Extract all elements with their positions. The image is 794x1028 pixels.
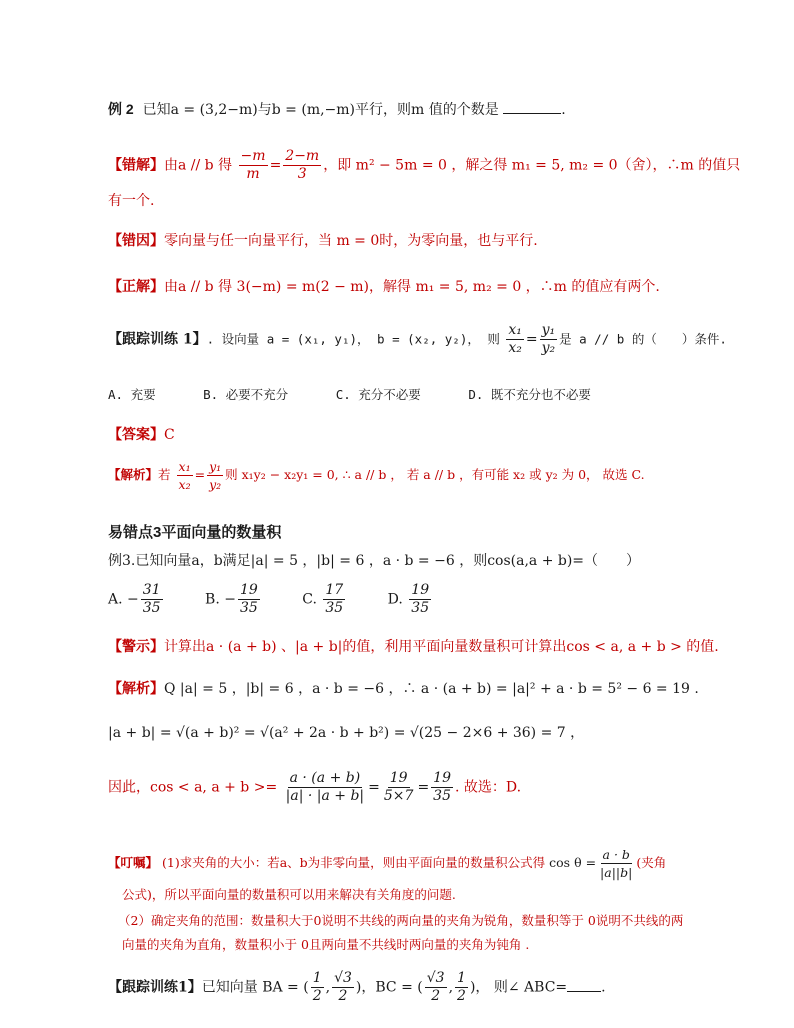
wrong-solution-line2: 有一个. (108, 193, 155, 209)
fraction (598, 846, 634, 881)
example-2 (108, 98, 694, 121)
numerator: −m (240, 148, 266, 164)
numerator: a · b (602, 847, 630, 862)
equals: = (525, 331, 538, 348)
fraction (239, 148, 268, 183)
analysis-post: 则 x₁y₂ − x₂y₁ = 0, ∴ a // b ， 若 a // b ，有可能 x₂ 或 y₂ 为 0， 故选 C. (225, 467, 645, 482)
reminder-tag: 【叮嘱】 (108, 855, 159, 870)
practice-pre: . 设向量 a = (x₁, y₁)， b = (x₂, y₂)， 则 (206, 331, 500, 347)
option-c: C. 充分不必要 (335, 387, 421, 402)
numerator: 19 (239, 582, 258, 598)
denominator: 2 (431, 988, 441, 1004)
denominator: |a| · |a + b| (285, 788, 365, 804)
stem-tail: . (561, 102, 566, 118)
formula-pre: cos θ = (549, 855, 597, 870)
numerator: 19 (433, 770, 451, 786)
fraction (323, 582, 345, 617)
numerator: √3 (334, 970, 352, 986)
fraction (540, 322, 558, 357)
correct-solution-tag: 【正解】 (108, 279, 164, 295)
fraction (455, 970, 468, 1005)
fraction (141, 582, 163, 617)
reminder-p2-line2: 向量的夹角为直角，数量积小于 0且两向量不共线时两向量的夹角为钝角 . (122, 937, 530, 952)
options-3 (108, 582, 694, 617)
numerator: 1 (312, 970, 322, 986)
numerator: a · (a + b) (289, 770, 361, 786)
option-sign: − (127, 591, 139, 608)
analysis-tag: 【解析】 (108, 681, 164, 697)
equals: = (194, 467, 206, 482)
answer-blank (503, 99, 561, 114)
denominator: 2 (457, 988, 466, 1004)
numerator: 17 (325, 582, 344, 598)
option-d (388, 582, 433, 617)
denominator: x₂ (178, 477, 191, 492)
reminder-p1 (108, 846, 694, 881)
numerator: √3 (426, 970, 445, 986)
reminder-p1-pre: (1)求夹角的大小：若a、b为非零向量，则由平面向量的数量积公式得 (162, 855, 546, 870)
comma: , (448, 979, 454, 996)
comma: , (325, 979, 331, 996)
analysis-line1: Q |a| = 5 ，|b| = 6 ，a · b = −6 ，∴ a · (a + b) = |a|² + a · b = 5² − 6 = 19 . (164, 681, 699, 697)
answer-value: C (164, 427, 175, 443)
denominator: 35 (433, 788, 451, 804)
denominator: 5×7 (383, 788, 414, 804)
numerator: x₁ (508, 322, 522, 338)
denominator: 35 (142, 600, 161, 616)
practice-post: )， 则∠ ABC= (469, 979, 568, 996)
numerator: y₁ (209, 459, 222, 474)
answer-blank (567, 979, 601, 992)
denominator: 3 (297, 166, 307, 182)
option-a: A. 充要 (108, 387, 156, 402)
practice-mid: )，BC = ( (355, 979, 423, 996)
denominator: m (246, 166, 260, 182)
numerator: 1 (457, 970, 466, 986)
fraction (177, 458, 193, 493)
wrong-solution-tag: 【错解】 (108, 157, 164, 174)
denominator: 35 (325, 600, 344, 616)
numerator: 19 (389, 770, 408, 786)
option-b (205, 582, 262, 617)
correct-solution-text: 由a // b 得 3(−m) = m(2 − m)，解得 m₁ = 5, m₂ = 0 ，∴m 的值应有两个. (164, 279, 660, 295)
denominator: 2 (312, 988, 322, 1004)
analysis-pre: 若 (158, 467, 171, 482)
fraction (431, 770, 453, 805)
numerator: 19 (411, 582, 430, 598)
analysis-3-line3 (108, 770, 694, 805)
denominator: 2 (338, 988, 348, 1004)
warning-tag: 【警示】 (108, 639, 164, 655)
warning-text: 计算出a · (a + b) 、|a + b|的值，利用平面向量数量积可计算出cos < a, a + b > 的值. (164, 639, 719, 655)
wrong-solution-mid: ，即 m² − 5m = 0 ，解之得 m₁ = 5, m₂ = 0（舍），∴m 的值只 (323, 157, 741, 174)
example-3: 例3.已知向量a，b满足|a| = 5 ，|b| = 6 ，a · b = −6 ，则cos(a,a + b)=（ ） (108, 553, 641, 569)
practice-1 (108, 322, 727, 357)
option-a (108, 582, 165, 617)
error-cause (108, 230, 694, 252)
fraction (207, 458, 223, 493)
analysis-line3-post: . 故选：D. (455, 779, 522, 796)
answer-tag: 【答案】 (108, 427, 164, 443)
practice-pre: 已知向量 BA = ( (201, 979, 309, 996)
fraction (238, 582, 260, 617)
example-stem: 已知a = (3,2−m)与b = (m,−m)平行，则m 值的个数是 (142, 102, 499, 118)
equals: = (269, 157, 282, 174)
numerator: x₁ (178, 459, 191, 474)
wrong-solution-pre: 由a // b 得 (164, 157, 233, 174)
denominator: |a||b| (600, 865, 633, 880)
correct-solution (108, 276, 694, 298)
analysis-3-line1 (108, 678, 699, 700)
fraction (283, 148, 321, 183)
equals: = (417, 779, 430, 796)
practice-tag: 【跟踪训练1】 (108, 979, 202, 996)
error-cause-tag: 【错因】 (108, 233, 164, 249)
denominator: y₂ (541, 340, 556, 356)
reminder-p2-line1: （2）确定夹角的范围：数量积大于0说明不共线的两向量的夹角为锐角，数量积等于 0说明不共线的两 (118, 913, 684, 928)
numerator: y₁ (541, 322, 556, 338)
option-sign: − (224, 591, 236, 608)
denominator: x₂ (508, 340, 522, 356)
example-label: 例 2 (108, 101, 134, 117)
fraction (506, 322, 524, 357)
analysis-3-line2: |a + b| = √(a + b)² = √(a² + 2a · b + b²) = √(25 − 2×6 + 36) = 7 ， (108, 725, 585, 741)
practice-post: 是 a // b 的（ ）条件. (559, 331, 727, 347)
fraction (425, 970, 447, 1005)
fraction (284, 770, 367, 805)
section-3-title: 易错点3平面向量的数量积 (108, 524, 282, 541)
reminder-p1-line2: 公式)，所以平面向量的数量积可以用来解决有关角度的问题. (122, 887, 456, 902)
option-b: B. 必要不充分 (203, 387, 289, 402)
option-letter: A. (108, 591, 123, 608)
fraction (382, 770, 416, 805)
option-c (302, 582, 347, 617)
options-1 (108, 384, 694, 406)
analysis-tag: 【解析】 (108, 467, 159, 482)
option-letter: B. (205, 591, 220, 608)
fraction (332, 970, 354, 1005)
analysis-line3-pre: 因此，cos < a, a + b >= (108, 779, 278, 796)
option-letter: C. (302, 591, 317, 608)
analysis-1 (108, 458, 694, 493)
reminder-p1-post: (夹角 (636, 855, 667, 870)
practice-tag: 【跟踪训练 1】 (108, 331, 207, 348)
equals: = (368, 779, 380, 796)
denominator: y₂ (209, 477, 222, 492)
wrong-solution (108, 148, 741, 183)
numerator: 31 (142, 582, 161, 598)
answer (108, 424, 694, 446)
fraction (311, 970, 324, 1005)
option-letter: D. (387, 591, 403, 608)
practice-2: 【跟踪训练1】已知向量 BA = ( $\frac{1}{2}$ , $\frac{√3}{2}$ )，BC = ( $\frac{√3}{2}$ , $\frac{1}{2}$ )， 则∠ ABC= . (108, 970, 606, 1004)
numerator: 2−m (285, 148, 320, 164)
fraction (409, 582, 431, 617)
denominator: 35 (239, 600, 258, 616)
option-d: D. 既不充分也不必要 (468, 387, 591, 402)
warning (108, 636, 719, 658)
error-cause-text: 零向量与任一向量平行，当 m = 0时，为零向量，也与平行. (164, 233, 538, 249)
denominator: 35 (411, 600, 430, 616)
